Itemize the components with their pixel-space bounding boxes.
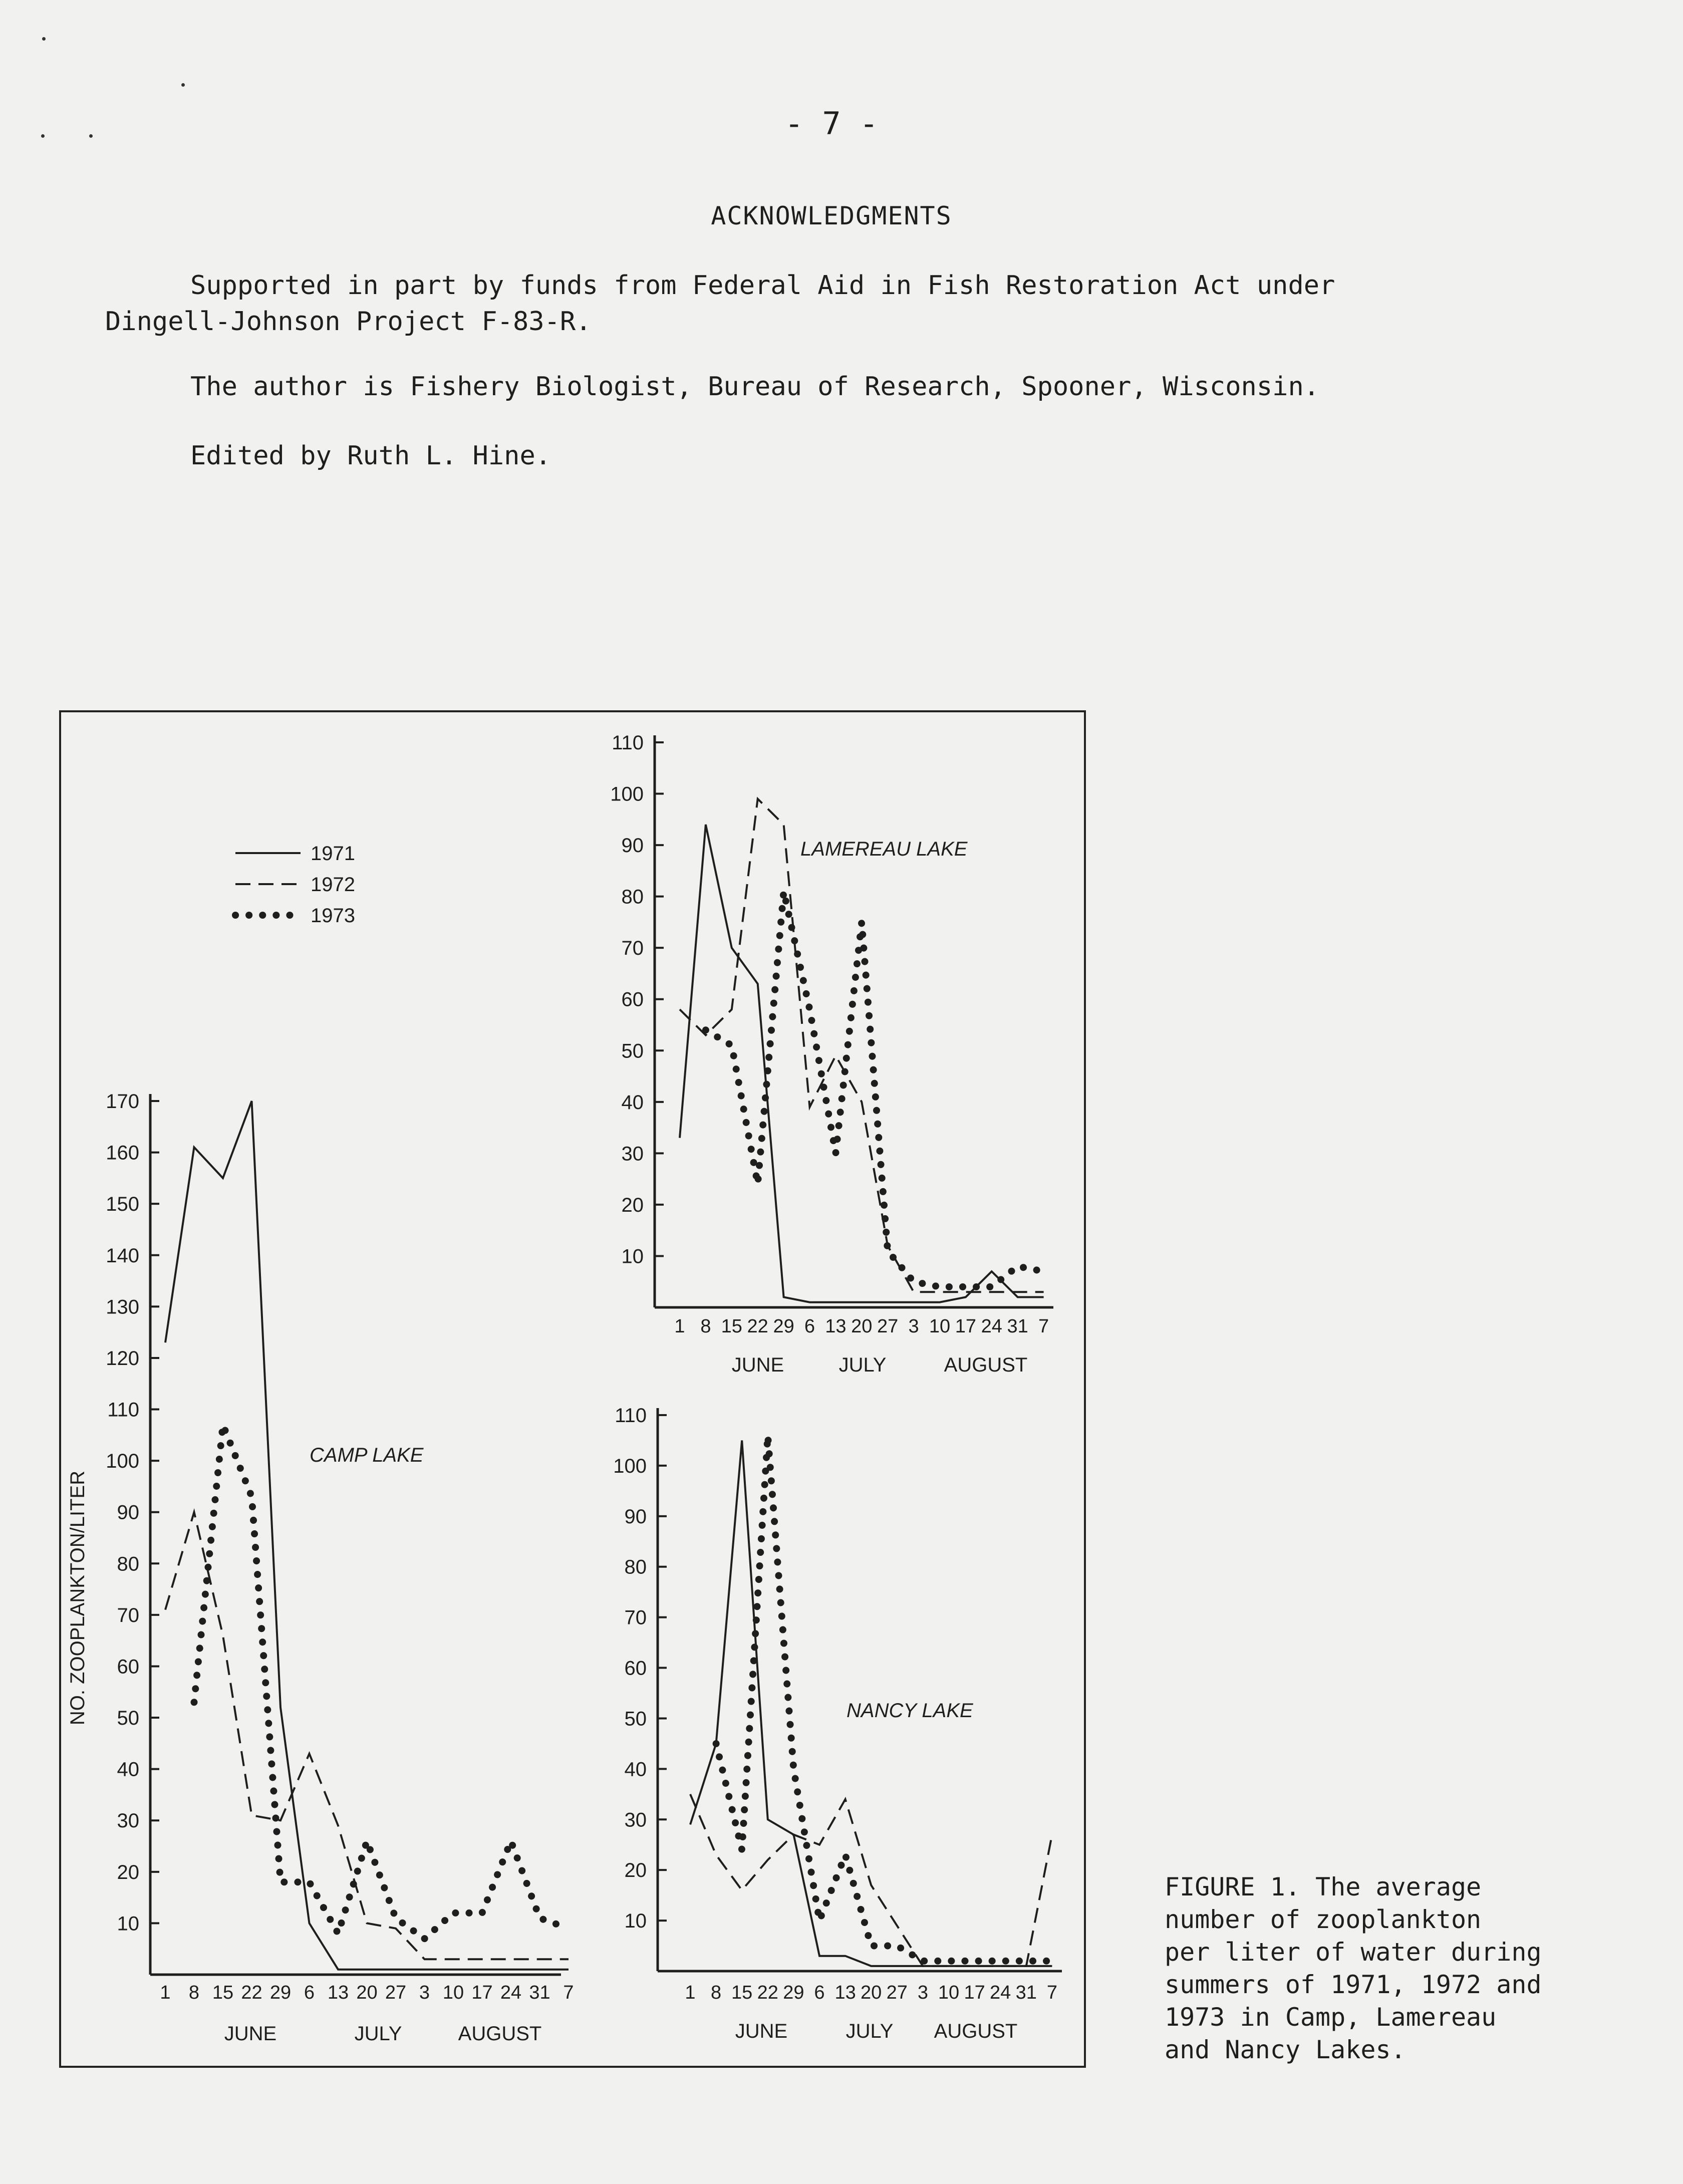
- x-tick-label: 27: [886, 1982, 908, 2003]
- x-tick-label: 8: [188, 1982, 200, 2003]
- x-tick-label: 27: [385, 1982, 407, 2003]
- series-line-1971: [680, 825, 1044, 1302]
- y-tick-label: 20: [117, 1861, 139, 1883]
- y-tick-label: 20: [621, 1194, 644, 1216]
- y-tick-label: 100: [613, 1455, 647, 1477]
- x-tick-label: 3: [908, 1316, 919, 1337]
- month-label: AUGUST: [458, 2023, 542, 2045]
- x-tick-label: 17: [471, 1982, 493, 2003]
- x-tick-label: 6: [814, 1982, 825, 2003]
- caption-line: number of zooplankton: [1165, 1905, 1482, 1934]
- y-tick-label: 40: [117, 1758, 139, 1781]
- series-line-1973: [716, 1435, 1052, 1961]
- y-tick-label: 10: [621, 1245, 644, 1268]
- y-tick-label: 20: [624, 1859, 647, 1882]
- x-tick-label: 24: [990, 1982, 1011, 2003]
- x-tick-label: 27: [877, 1316, 899, 1337]
- caption-line: FIGURE 1. The average: [1165, 1872, 1482, 1901]
- x-tick-label: 6: [304, 1982, 315, 2003]
- x-tick-label: 3: [419, 1982, 430, 2003]
- x-tick-label: 1: [160, 1982, 171, 2003]
- y-tick-label: 40: [624, 1758, 647, 1781]
- x-tick-label: 31: [529, 1982, 550, 2003]
- y-tick-label: 90: [621, 835, 644, 857]
- y-tick-label: 140: [106, 1244, 139, 1267]
- caption-line: and Nancy Lakes.: [1165, 2035, 1406, 2064]
- x-tick-label: 31: [1015, 1982, 1037, 2003]
- x-tick-label: 17: [955, 1316, 977, 1337]
- x-tick-label: 8: [711, 1982, 722, 2003]
- x-tick-label: 20: [861, 1982, 882, 2003]
- x-tick-label: 13: [825, 1316, 847, 1337]
- x-tick-label: 22: [757, 1982, 778, 2003]
- month-label: JUNE: [224, 2023, 277, 2045]
- y-tick-label: 60: [117, 1656, 139, 1678]
- figure-caption: [1165, 1871, 1542, 2066]
- series-line-1971: [165, 1101, 569, 1970]
- x-tick-label: 22: [241, 1982, 262, 2003]
- y-tick-label: 130: [106, 1296, 139, 1318]
- y-tick-label: 120: [106, 1347, 139, 1370]
- y-tick-label: 80: [621, 886, 644, 908]
- series-line-1973: [194, 1425, 569, 1939]
- month-label: AUGUST: [934, 2020, 1018, 2042]
- series-line-1972: [680, 799, 1044, 1292]
- series-line-1973: [706, 891, 1044, 1287]
- panel-title: NANCY LAKE: [847, 1700, 973, 1722]
- x-tick-label: 15: [731, 1982, 753, 2003]
- y-tick-label: 60: [624, 1657, 647, 1680]
- legend-label: 1971: [311, 843, 355, 865]
- caption-line: summers of 1971, 1972 and: [1165, 1970, 1542, 1999]
- y-tick-label: 90: [117, 1501, 139, 1524]
- x-tick-label: 13: [327, 1982, 349, 2003]
- x-tick-label: 29: [269, 1982, 292, 2003]
- y-tick-label: 10: [117, 1913, 139, 1935]
- x-tick-label: 8: [700, 1316, 711, 1337]
- support-text-line-2: Dingell-Johnson Project F-83-R.: [105, 307, 592, 337]
- x-tick-label: 10: [442, 1982, 464, 2003]
- x-tick-label: 3: [917, 1982, 928, 2003]
- month-label: JULY: [846, 2020, 894, 2042]
- x-tick-label: 17: [964, 1982, 985, 2003]
- legend-label: 1973: [311, 905, 355, 927]
- y-tick-label: 80: [624, 1556, 647, 1578]
- editor-text: Edited by Ruth L. Hine.: [190, 441, 551, 471]
- x-tick-label: 7: [563, 1982, 574, 2003]
- y-tick-label: 110: [615, 1405, 647, 1427]
- x-tick-label: 20: [356, 1982, 378, 2003]
- x-tick-label: 15: [721, 1316, 742, 1337]
- month-label: AUGUST: [944, 1354, 1028, 1376]
- y-tick-label: 30: [621, 1143, 644, 1165]
- y-tick-label: 30: [117, 1810, 139, 1832]
- x-tick-label: 22: [747, 1316, 768, 1337]
- support-text-line-1: Supported in part by funds from Federal Aid in Fish Restoration Act under: [190, 270, 1335, 301]
- x-tick-label: 1: [674, 1316, 685, 1337]
- y-tick-label: 90: [624, 1505, 647, 1528]
- month-label: JUNE: [731, 1354, 784, 1376]
- y-tick-label: 170: [106, 1090, 139, 1113]
- y-tick-label: 50: [621, 1040, 644, 1062]
- y-tick-label: 110: [107, 1399, 139, 1421]
- x-tick-label: 6: [804, 1316, 815, 1337]
- y-axis-label: NO. ZOOPLANKTON/LITER: [67, 1470, 89, 1726]
- month-label: JULY: [354, 2023, 402, 2045]
- author-text: The author is Fishery Biologist, Bureau of Research, Spooner, Wisconsin.: [190, 372, 1320, 402]
- y-tick-label: 50: [117, 1707, 139, 1730]
- legend-label: 1972: [311, 874, 355, 896]
- y-tick-label: 50: [624, 1708, 647, 1730]
- y-tick-label: 150: [106, 1193, 139, 1216]
- x-tick-label: 20: [851, 1316, 873, 1337]
- y-tick-label: 160: [106, 1142, 139, 1164]
- y-tick-label: 40: [621, 1091, 644, 1114]
- y-tick-label: 100: [610, 783, 644, 805]
- page-number: - 7 -: [784, 105, 879, 142]
- panel-title: CAMP LAKE: [310, 1444, 424, 1466]
- panel-title: LAMEREAU LAKE: [800, 838, 968, 860]
- y-tick-label: 30: [624, 1809, 647, 1831]
- y-tick-label: 70: [621, 937, 644, 960]
- month-label: JUNE: [735, 2020, 788, 2042]
- y-tick-label: 70: [117, 1604, 139, 1626]
- y-tick-label: 70: [624, 1606, 647, 1629]
- y-tick-label: 60: [621, 988, 644, 1011]
- y-tick-label: 100: [106, 1450, 139, 1473]
- y-tick-label: 10: [624, 1910, 647, 1933]
- x-tick-label: 10: [929, 1316, 951, 1337]
- x-tick-label: 7: [1038, 1316, 1049, 1337]
- caption-line: 1973 in Camp, Lamereau: [1165, 2003, 1497, 2032]
- x-tick-label: 29: [783, 1982, 804, 2003]
- y-tick-label: 110: [612, 732, 644, 754]
- x-tick-label: 24: [981, 1316, 1002, 1337]
- series-line-1972: [165, 1512, 569, 1960]
- x-tick-label: 1: [685, 1982, 696, 2003]
- x-tick-label: 10: [938, 1982, 960, 2003]
- x-tick-label: 29: [773, 1316, 794, 1337]
- y-tick-label: 80: [117, 1553, 139, 1575]
- month-label: JULY: [838, 1354, 887, 1376]
- x-tick-label: 7: [1046, 1982, 1057, 2003]
- x-tick-label: 31: [1007, 1316, 1028, 1337]
- caption-line: per liter of water during: [1165, 1938, 1542, 1967]
- x-tick-label: 13: [834, 1982, 856, 2003]
- x-tick-label: 15: [212, 1982, 234, 2003]
- section-heading: ACKNOWLEDGMENTS: [711, 201, 952, 230]
- x-tick-label: 24: [500, 1982, 522, 2003]
